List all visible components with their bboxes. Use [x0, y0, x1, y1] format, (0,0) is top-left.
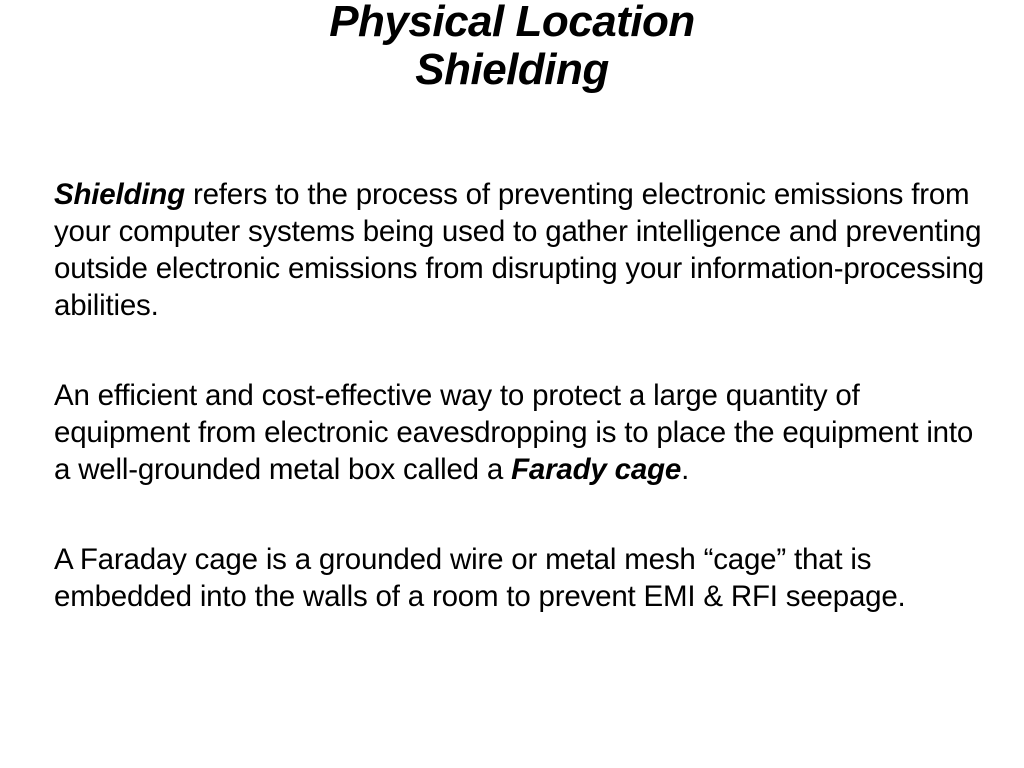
paragraph-shielding: [54, 176, 994, 324]
slide-body: [54, 176, 994, 668]
term-shielding: Shielding: [54, 178, 185, 211]
paragraph-farady-text-after: .: [681, 453, 690, 486]
title-line-1: Physical Location: [329, 0, 695, 46]
title-line-2: Shielding: [415, 45, 609, 94]
paragraph-farady-cage: [54, 377, 994, 488]
paragraph-farady-text-before: An efficient and cost-effective way to protect a large quantity of equipment from electronic eavesdropping is to place the equipment into a well-grounded metal box called a: [54, 379, 974, 486]
term-farady-cage: Farady cage: [511, 453, 682, 486]
paragraph-faraday-definition: [54, 541, 994, 615]
paragraph-faraday-definition-text: A Faraday cage is a grounded wire or metal mesh “cage” that is embedded into the walls of a room to prevent EMI & RFI seepage.: [54, 543, 906, 613]
paragraph-shielding-text: refers to the process of preventing electronic emissions from your computer systems being used to gather intelligence and preventing outside electronic emissions from disrupting your information-processing abilities.: [54, 178, 985, 322]
slide-title: [0, 0, 1024, 94]
